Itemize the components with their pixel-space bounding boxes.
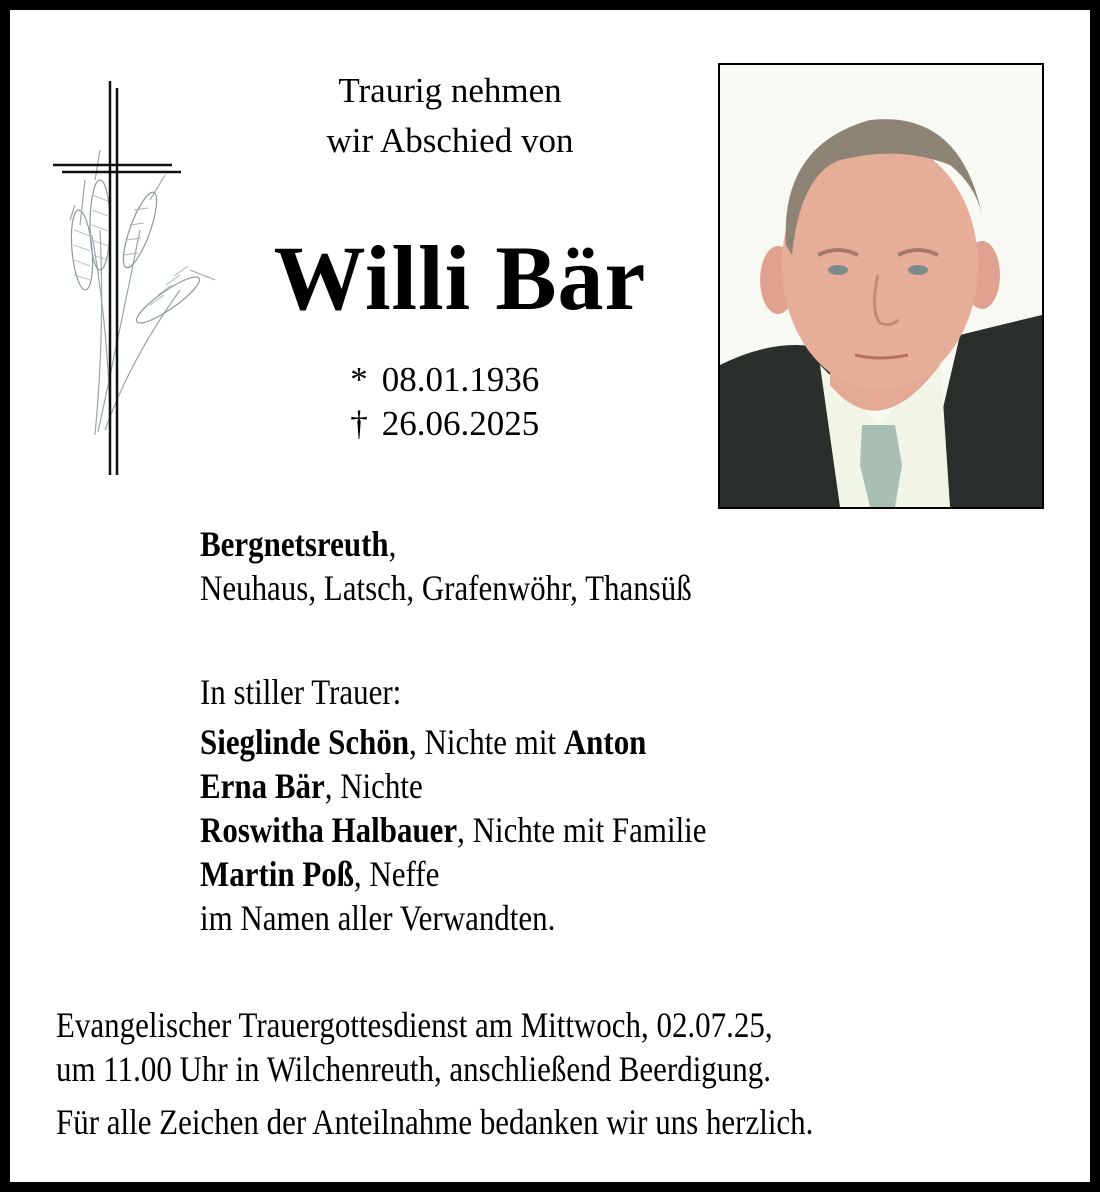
thanks-inner: Für alle Zeichen der Anteilnahme bedanken wir uns herzlich. xyxy=(56,1102,814,1142)
mourner-relation: , Nichte xyxy=(324,766,423,806)
service-info xyxy=(56,1003,889,1091)
main-place-comma: , xyxy=(388,524,397,564)
places-block xyxy=(200,522,772,610)
intro-line-2: wir Abschied von xyxy=(326,121,574,160)
intro-line-1: Traurig nehmen xyxy=(338,71,562,110)
birth-date: 08.01.1936 xyxy=(381,360,540,399)
mourner-entry xyxy=(200,852,707,896)
death-date-row xyxy=(345,402,539,446)
mourner-name: Roswitha Halbauer xyxy=(200,810,458,850)
death-date: 26.06.2025 xyxy=(381,404,540,443)
mourner-name: Martin Poß xyxy=(200,854,354,894)
cross-with-wheat-icon xyxy=(50,80,220,480)
mourners-block xyxy=(200,670,789,940)
places-inner xyxy=(200,522,692,610)
mourner-name: Sieglinde Schön xyxy=(200,722,410,762)
mourner-name: Erna Bär xyxy=(200,766,325,806)
mourners-heading: In stiller Trauer: xyxy=(200,672,402,712)
thanks-text xyxy=(56,1100,937,1144)
life-dates xyxy=(345,358,539,446)
mourners-closing: im Namen aller Verwandten. xyxy=(200,898,556,938)
main-place: Bergnetsreuth xyxy=(200,524,389,564)
mourner-relation: , Nichte mit Familie xyxy=(457,810,707,850)
main-place-line xyxy=(200,522,692,566)
birth-date-row xyxy=(345,358,539,402)
mourner-relation: , Neffe xyxy=(353,854,440,894)
mourner-entry xyxy=(200,720,707,764)
mourner-entry xyxy=(200,808,707,852)
intro-text xyxy=(300,66,600,166)
mourners-inner xyxy=(200,670,707,940)
birth-star-icon: * xyxy=(350,360,368,399)
deceased-name: Willi Bär xyxy=(273,227,647,329)
other-places: Neuhaus, Latsch, Grafenwöhr, Thansüß xyxy=(200,568,692,608)
portrait-image xyxy=(720,65,1042,507)
service-line-1: Evangelischer Trauergottesdienst am Mittwoch, 02.07.25, xyxy=(56,1005,773,1045)
service-inner xyxy=(56,1003,773,1091)
service-line-2: um 11.00 Uhr in Wilchenreuth, anschließend Beerdigung. xyxy=(56,1049,771,1089)
mourner-partner: Anton xyxy=(563,722,647,762)
mourner-entry xyxy=(200,764,707,808)
mourner-relation: , Nichte mit xyxy=(409,722,564,762)
portrait-photo xyxy=(718,63,1044,509)
death-dagger-icon: † xyxy=(350,404,368,443)
